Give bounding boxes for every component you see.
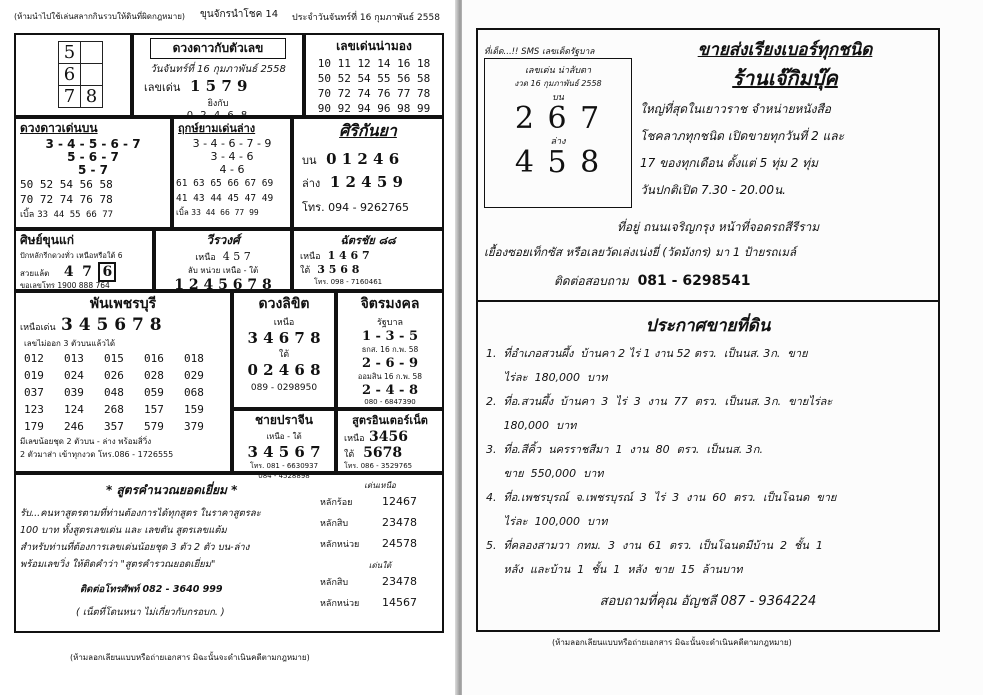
chatchai-box <box>292 229 444 291</box>
ad-right-title2: เด่นใต้ <box>368 561 392 570</box>
chatchai-title: ฉัตรชัย ๘๘ <box>340 234 396 247</box>
contact-label: ติดต่อสอบถาม <box>554 274 629 288</box>
dao-label: เลขเด่น <box>144 81 181 94</box>
chatchai-bot: 3 5 6 8 <box>317 263 360 276</box>
jit-n3: 2 - 4 - 8 <box>361 383 419 398</box>
panpet-cell: 029 <box>184 369 204 382</box>
ad-right-label: หลักสิบ <box>320 519 349 529</box>
panpet-foot1: มีเลขน้อยชุด 2 ตัวบน - ล่าง พร้อมสิ่วิ่ง <box>20 437 152 446</box>
chai-label: เหนือ - ใต้ <box>266 432 302 441</box>
dueng-title: ดวงลิขิต <box>258 296 310 312</box>
panpet-row <box>24 401 230 418</box>
left-page <box>0 0 458 695</box>
ad-right <box>320 479 440 614</box>
chatchai-tel: โทร. 098 - 7160461 <box>314 278 383 286</box>
namong-row: 70 72 74 76 77 78 <box>317 87 431 100</box>
dueng-box <box>232 291 336 409</box>
dao-sub: 0 2 4 6 8 <box>186 110 250 121</box>
sit-num: 7 <box>82 264 92 280</box>
chai-main: 3 4 5 6 7 <box>247 443 321 461</box>
divider <box>476 300 940 302</box>
namong-box <box>304 33 444 117</box>
right-page <box>462 0 983 695</box>
panpet-title: พันเพชรบุรี <box>89 296 157 312</box>
rerk-row: 4 - 6 <box>219 163 245 176</box>
panpet-cell: 179 <box>24 420 44 433</box>
chatchai-bot-label: ใต้ <box>300 266 311 276</box>
shop-title2: ร้านเจ๊กิมบุ๊ค <box>732 66 838 90</box>
panpet-cell: 579 <box>144 420 164 433</box>
siri-top-label: บน <box>302 154 317 167</box>
ad-line: รับ...คนหาสูตรตามที่ท่านต้องการได้ทุกสูตร ในราคาสูตรละ <box>20 508 261 519</box>
virawong-title: วีรวงศ์ <box>206 233 240 247</box>
panpet-cell: 037 <box>24 386 44 399</box>
namong-title: เลขเด่นน่ามอง <box>336 39 412 53</box>
dueng-tel: 089 - 0298950 <box>250 383 318 393</box>
sit-title: ศิษย์ขุนแก่ <box>20 233 74 247</box>
dao-title: ดวงดาวกับตัวเลข <box>150 38 286 59</box>
sit-num: 4 <box>63 264 74 280</box>
sms-top: 2 6 7 <box>514 101 602 136</box>
land-item: 1. ที่อำเภอสวนผึ้ง บ้านคา 2 ไร่ 1 งาน 52 ตรว. เป็นนส. 3ก. ขาย <box>486 347 808 360</box>
sit-phone-label: ขอเลขโทร <box>20 281 55 290</box>
panpet-row <box>24 367 230 384</box>
jit-tel: 080 - 6847390 <box>364 398 416 406</box>
ad-right-label: หลักหน่วย <box>320 540 360 550</box>
ad-right-row <box>320 572 440 593</box>
panpet-cell: 268 <box>104 403 124 416</box>
jit-n1: 1 - 3 - 5 <box>361 329 419 344</box>
address-line2: เยื้องซอยเท็กซัส หรือเลยวัดเล่งเน่งยี่ (วัดมังกร) มา 1 ป้ายรถเมล์ <box>484 245 797 259</box>
panpet-cell: 159 <box>184 403 204 416</box>
panpet-row <box>24 384 230 401</box>
sutr-box <box>336 409 444 473</box>
daoden-title: ดวงดาวเด่นบน <box>20 121 98 135</box>
virawong-line1-label: เหนือ <box>195 253 216 263</box>
sit-label: สวยแล้ต <box>20 269 50 278</box>
ad-right-value: 23478 <box>382 575 417 588</box>
sms-top-label: บน <box>552 93 564 103</box>
ad-line: พร้อมเลขวิ่ง ให้ติดคำว่า "สูตรคำรวณยอดเยี่ยม" <box>20 559 216 570</box>
sutr-n1: 3456 <box>369 429 408 445</box>
panpet-cell: 026 <box>104 369 124 382</box>
namong-row: 90 92 94 96 98 99 <box>317 102 431 115</box>
panpet-table <box>16 350 230 435</box>
seven-seg-box <box>14 33 132 117</box>
siri-bot-label: ล่าง <box>302 177 321 190</box>
jit-d2: ออมสิน 16 ก.พ. 58 <box>357 372 423 381</box>
ad-right-row <box>320 593 440 614</box>
namong-row: 10 11 12 14 16 18 <box>317 57 431 70</box>
panpet-row <box>24 350 230 367</box>
dao-date: วันจันทร์ที่ 16 กุมภาพันธ์ 2558 <box>150 64 286 75</box>
seg-digit: 5 <box>59 42 81 64</box>
land-item: 180,000 บาท <box>486 419 577 432</box>
panpet-cell: 246 <box>64 420 84 433</box>
panpet-box <box>14 291 232 473</box>
daoden-row: 5 - 6 - 7 <box>67 150 119 164</box>
left-header-date: ประจำวันจันทร์ที่ 16 กุมภาพันธ์ 2558 <box>292 13 440 23</box>
right-footer: (ห้ามลอกเลียนแบบหรือถ่ายเอกสาร มิฉะนั้นจะดำเนินคดีตามกฎหมาย) <box>552 638 792 647</box>
seg-digit: 8 <box>81 86 103 108</box>
panpet-row <box>24 418 230 435</box>
panpet-cell: 357 <box>104 420 124 433</box>
daoden-pairs2: 33 44 55 66 77 <box>37 210 114 220</box>
ad-right-label: หลักสิบ <box>320 578 349 588</box>
seg-digit: 6 <box>59 64 81 86</box>
chai-title: ชายปราจีน <box>255 413 313 427</box>
rerk-title: ฤกษ์ยามเด่นล่าง <box>178 122 256 135</box>
land-contact: สอบถามที่คุณ อัญชลี 087 - 9364224 <box>599 594 817 609</box>
chatchai-top: 1 4 6 7 <box>327 249 370 262</box>
shop-line: วันปกติเปิด 7.30 - 20.00น. <box>640 183 786 197</box>
chai-tel2: 084 - 4528898 <box>258 472 310 480</box>
land-item: ไร่ละ 100,000 บาท <box>486 515 608 528</box>
siri-bot: 1 2 4 5 9 <box>329 173 403 191</box>
land-item: 4. ที่อ.เพชรบุรณ์ จ.เพชรบุรณ์ 3 ไร่ 3 งาน 60 ตรว. เป็นโฉนด ขาย <box>486 491 837 504</box>
dao-box <box>132 33 304 121</box>
virawong-line1: 4 5 7 <box>222 250 251 263</box>
dueng-n1: 3 4 6 7 8 <box>247 329 321 347</box>
land-item: 5. ที่คลองสามวา กทม. 3 งาน 61 ตรว. เป็นโฉนดมีบ้าน 2 ชั้น 1 <box>486 539 823 552</box>
panpet-cell: 018 <box>184 352 204 365</box>
panpet-cell: 068 <box>184 386 204 399</box>
panpet-cell: 016 <box>144 352 164 365</box>
panpet-cell: 024 <box>64 369 84 382</box>
ad-right-label: หลักร้อย <box>320 498 353 508</box>
panpet-cell: 123 <box>24 403 44 416</box>
daoden-pairs: 50 52 54 56 58 <box>20 178 113 191</box>
sit-phone: 1900 888 764 <box>57 281 110 290</box>
sit-line1: ปักหลักรีกดวงทั่ว เหนือหรือใต้ <box>20 251 116 260</box>
rerk-pairs: 41 43 44 45 47 49 <box>176 193 274 204</box>
shop-title1: ขายส่งเรียงเบอร์ทุกชนิด <box>697 40 873 60</box>
left-header-warning: (ห้ามนำไปใช้เล่นสลากกินรวบให้ดินที่ผิดกฎหมาย) <box>14 12 186 21</box>
jit-sub: รัฐบาล <box>376 318 404 328</box>
panpet-cell: 028 <box>144 369 164 382</box>
seg-digit: 7 <box>59 86 81 108</box>
jit-box <box>336 291 444 409</box>
ad-box <box>14 473 444 633</box>
siri-top: 0 1 2 4 6 <box>326 150 400 168</box>
daoden-row: 5 - 7 <box>77 163 109 177</box>
dao-main: 1 5 7 9 <box>190 77 248 95</box>
sutr-n2: 5678 <box>363 445 403 461</box>
sutr-title: สูตรอินเตอร์เน็ต <box>352 414 428 427</box>
land-item: หลัง และบ้าน 1 ชั้น 1 หลัง ขาย 15 ล้านบาท <box>486 563 743 576</box>
land-item: 3. ที่อ.สีคิ้ว นครราชสีมา 1 งาน 80 ตรว. เป็นนส. 3ก. <box>486 443 763 456</box>
ad-right-title1: เด่นเหนือ <box>364 481 396 490</box>
land-title: ประกาศขายที่ดิน <box>645 316 771 336</box>
ad-line: สำหรับท่านที่ต้องการเลขเด่นน้อยชุด 3 ตัว 2 ตัว บน-ล่าง <box>20 542 250 553</box>
ad-line: 100 บาท ทั้งสูตรเลขเด่น และ เลขตัน สูตรเลขแต้ม <box>20 525 227 536</box>
virawong-line2: ลับ หน่วย เหนือ - ใต้ <box>187 266 259 275</box>
address-line1: ที่อยู่ ถนนเจริญกรุง หน้าที่จอดรถสีรีราม <box>617 220 820 234</box>
sit-num: 6 <box>98 262 116 282</box>
dueng-n2: 0 2 4 6 8 <box>247 361 321 379</box>
jit-d1: ธกส. 16 ก.พ. 58 <box>361 345 419 354</box>
sit-box <box>14 229 154 291</box>
rerk-pairs: 61 63 65 66 67 69 <box>176 178 274 189</box>
panpet-cell: 013 <box>64 352 84 365</box>
panpet-main: 3 4 5 6 7 8 <box>61 315 162 335</box>
panpet-cell: 019 <box>24 369 44 382</box>
rerk-box <box>172 117 292 229</box>
panpet-cell: 048 <box>104 386 124 399</box>
daoden-pairs: 70 72 74 76 78 <box>20 193 113 206</box>
ad-line: ( เน็ตที่โดนหนา ไม่เกี่ยวกับกรอบก. ) <box>76 607 225 618</box>
ad-right-value: 14567 <box>382 596 417 609</box>
ad-right-value: 12467 <box>382 495 417 508</box>
dueng-l1: เหนือ <box>273 318 295 328</box>
sutr-l2: ใต้ <box>344 450 355 460</box>
ad-right-row <box>320 534 440 555</box>
left-header-title: ขุนจักรนำโชค 14 <box>200 9 279 20</box>
panpet-label: เหนือเด่น <box>20 323 56 333</box>
rerk-label: เบิ้ล <box>176 208 189 217</box>
shop-line: 17 ของทุกเดือน ตั้งแต่ 5 ทุ่ม 2 ทุ่ม <box>640 156 818 170</box>
land-item: 2. ที่อ.สวนผึ้ง บ้านคา 3 ไร่ 3 งาน 77 ตรว. เป็นนส. 3ก. ขายไร่ละ <box>486 395 833 408</box>
sms-bot: 4 5 8 <box>514 145 602 180</box>
daoden-label: เบิ้ล <box>20 210 35 220</box>
panpet-cell: 012 <box>24 352 44 365</box>
chai-tel1: โทร. 081 - 6630937 <box>249 462 319 470</box>
panpet-cell: 124 <box>64 403 84 416</box>
sms-box-date: งวด 16 กุมภาพันธ์ 2558 <box>514 79 602 88</box>
land-item: ไร่ละ 180,000 บาท <box>486 371 608 384</box>
ad-title: * สูตรคำนวณยอดเยี่ยม * <box>106 483 238 497</box>
ad-right-row <box>320 492 440 513</box>
dao-sub-label: ยิงกับ <box>207 99 229 109</box>
panpet-cell: 015 <box>104 352 124 365</box>
panpet-cell: 379 <box>184 420 204 433</box>
daoden-row: 3 - 4 - 5 - 6 - 7 <box>45 137 141 151</box>
shop-line: โชคลาภทุกชนิด เปิดขายทุกวันที่ 2 และ <box>640 129 845 143</box>
sutr-tel: โทร. 086 - 3529765 <box>344 462 413 470</box>
dueng-l2: ใต้ <box>278 350 290 360</box>
contact-number: 081 - 6298541 <box>637 273 751 289</box>
rerk-row: 3 - 4 - 6 - 7 - 9 <box>192 137 272 150</box>
siri-tel: 094 - 9262765 <box>328 201 410 214</box>
panpet-cell: 059 <box>144 386 164 399</box>
virawong-box <box>154 229 292 291</box>
panpet-cell: 039 <box>64 386 84 399</box>
sutr-l1: เหนือ <box>344 434 365 444</box>
chai-box <box>232 409 336 480</box>
siri-title: ศิริกันยา <box>339 121 397 140</box>
ad-right-label: หลักหน่วย <box>320 599 360 609</box>
sms-head: ที่เด็ด...!! SMS เลขเด็ดรัฐบาล <box>484 47 595 57</box>
namong-row: 50 52 54 55 56 58 <box>317 72 431 85</box>
siri-tel-label: โทร. <box>302 201 325 214</box>
shop-line: ใหญ่ที่สุดในเยาวราช จำหน่ายหนังสือ <box>640 102 831 116</box>
left-footer: (ห้ามลอกเลียนแบบหรือถ่ายเอกสาร มิฉะนั้นจะดำเนินคดีตามกฎหมาย) <box>70 653 310 662</box>
jit-title: จิตรมงคล <box>360 296 420 312</box>
sms-box-title: เลขเด่น น่าลับตา <box>524 66 591 76</box>
virawong-main: 1 2 4 5 6 7 8 <box>174 277 272 293</box>
siri-box <box>292 117 444 229</box>
ad-right-value: 23478 <box>382 516 417 529</box>
panpet-foot2: 2 ตัวมาส่า เข้าทุกงวด โทร.086 - 1726555 <box>20 450 174 459</box>
panpet-cell: 157 <box>144 403 164 416</box>
jit-n2: 2 - 6 - 9 <box>361 356 419 371</box>
ad-right-row <box>320 513 440 534</box>
daoden-box <box>14 117 172 229</box>
ad-line: ติดต่อโทรศัพท์ 082 - 3640 999 <box>80 584 223 595</box>
sit-line1-num: 6 <box>117 251 123 260</box>
seven-seg-grid <box>58 41 103 108</box>
sms-box <box>484 58 632 208</box>
chatchai-top-label: เหนือ <box>300 252 321 262</box>
rerk-pairs2: 33 44 66 77 99 <box>191 208 259 217</box>
rerk-row: 3 - 4 - 6 <box>210 150 254 163</box>
sms-bot-label: ล่าง <box>550 137 566 147</box>
ad-right-value: 24578 <box>382 537 417 550</box>
land-item: ขาย 550,000 บาท <box>486 467 604 480</box>
panpet-sub-title: เลขไม่ออก 3 ตัวบนแล้วได้ <box>24 339 116 348</box>
land-list <box>486 342 936 582</box>
